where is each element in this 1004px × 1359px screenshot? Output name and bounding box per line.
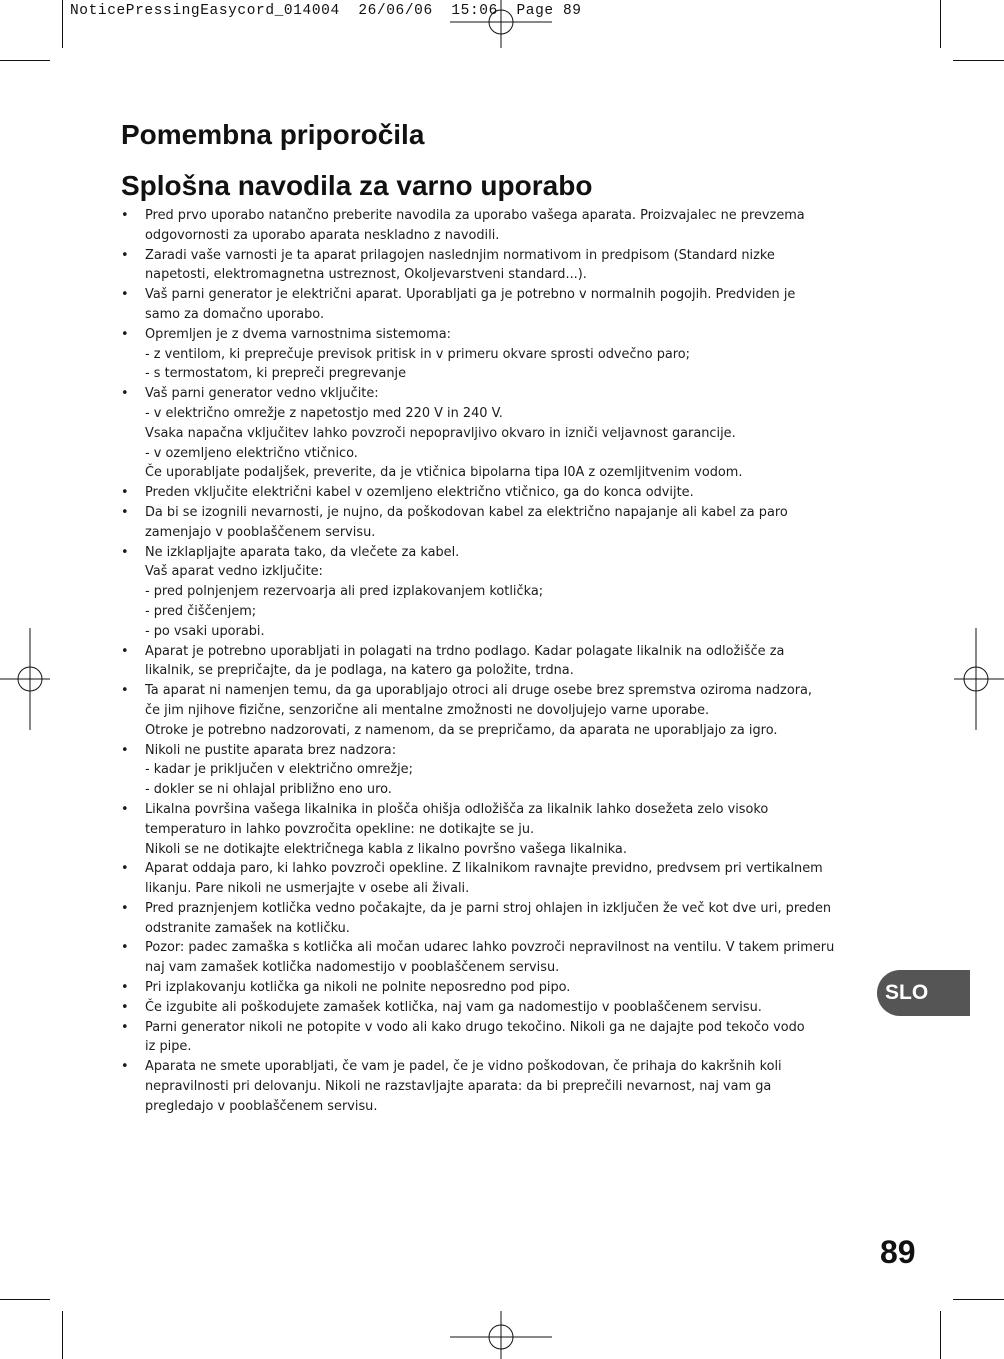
list-item-line: Preden vključite električni kabel v ozemljeno električno vtičnico, ga do konca odvijte. bbox=[145, 485, 694, 501]
list-item-line: zamenjajo v pooblaščenem servisu. bbox=[145, 524, 376, 540]
list-item-line: likanju. Pare nikoli ne usmerjajte v osebe ali živali. bbox=[145, 881, 470, 897]
list-item-line: Vsaka napačna vključitev lahko povzroči nepopravljivo okvaro in izniči veljavnost garancije. bbox=[145, 425, 736, 441]
list-item-line: Pred praznjenjem kotlička vedno počakajte, da je parni stroj ohlajen in izključen že več kot dve uri, preden bbox=[145, 900, 832, 916]
list-item-line: Aparata ne smete uporabljati, če vam je padel, če je vidno poškodovan, če prihaja do kakršnih koli bbox=[145, 1059, 782, 1075]
bullet-icon: • bbox=[121, 683, 129, 699]
bullet-icon: • bbox=[121, 386, 129, 402]
list-item-line: Vaš parni generator je električni aparat. Uporabljati ga je potrebno v normalnih pogojih. Predviden je bbox=[145, 287, 796, 303]
bullet-icon: • bbox=[121, 900, 129, 916]
list-item bbox=[121, 246, 881, 286]
list-item-line: napetosti, elektromagnetna ustreznost, Okoljevarstveni standard...). bbox=[145, 267, 587, 283]
page-title: Pomembna priporočila bbox=[121, 119, 425, 150]
crop-mark-top-right-v bbox=[940, 0, 941, 48]
list-item-line: - s termostatom, ki prepreči pregrevanje bbox=[145, 366, 407, 382]
bullet-icon: • bbox=[121, 801, 129, 817]
list-item-line: Aparat oddaja paro, ki lahko povzroči opekline. Z likalnikom ravnajte previdno, predvsem pri vertikalnem bbox=[145, 861, 823, 877]
list-item-line: odgovornosti za uporabo aparata neskladno z navodili. bbox=[145, 227, 500, 243]
registration-mark-top bbox=[450, 0, 552, 50]
list-item-line: Če izgubite ali poškodujete zamašek kotlička, naj vam ga nadomestijo v pooblaščenem servisu. bbox=[145, 999, 762, 1015]
list-item-line: pregledajo v pooblaščenem servisu. bbox=[145, 1098, 378, 1114]
list-item-line: - v električno omrežje z napetostjo med 220 V in 240 V. bbox=[145, 405, 503, 421]
crop-mark-bottom-left-h bbox=[0, 1299, 50, 1300]
bullet-icon: • bbox=[121, 940, 129, 956]
list-item-line: Če uporabljate podaljšek, preverite, da je vtičnica bipolarna tipa I0A z ozemljitvenim vodom. bbox=[145, 465, 743, 481]
list-item-line: Nikoli ne pustite aparata brez nadzora: bbox=[145, 742, 397, 758]
list-item-line: - z ventilom, ki preprečuje previsok pritisk in v primeru okvare sprosti odvečno paro; bbox=[145, 346, 691, 362]
list-item-line: Otroke je potrebno nadzorovati, z namenom, da se prepričamo, da aparata ne uporabljajo za igro. bbox=[145, 722, 778, 738]
crop-mark-bottom-right-v bbox=[940, 1311, 941, 1359]
bullet-icon: • bbox=[121, 742, 129, 758]
list-item bbox=[121, 859, 881, 899]
list-item-line: nepravilnosti pri delovanju. Nikoli ne razstavljajte aparata: da bi preprečili nevarnost, naj vam ga bbox=[145, 1079, 772, 1095]
list-item bbox=[121, 206, 881, 246]
list-item bbox=[121, 543, 881, 642]
bullet-icon: • bbox=[121, 504, 129, 520]
language-tab: SLO bbox=[877, 970, 970, 1016]
bullet-icon: • bbox=[121, 1059, 129, 1075]
bullet-icon: • bbox=[121, 980, 129, 996]
list-item-line: - dokler se ni ohlajal približno eno uro. bbox=[145, 782, 392, 798]
list-item-line: Ta aparat ni namenjen temu, da ga uporabljajo otroci ali druge osebe brez spremstva oziroma nadzora, bbox=[145, 683, 812, 699]
list-item bbox=[121, 503, 881, 543]
list-item bbox=[121, 642, 881, 682]
list-item bbox=[121, 384, 881, 483]
list-item bbox=[121, 681, 881, 740]
list-item bbox=[121, 285, 881, 325]
list-item bbox=[121, 1018, 881, 1058]
list-item-line: Ne izklapljajte aparata tako, da vlečete za kabel. bbox=[145, 544, 460, 560]
list-item bbox=[121, 483, 881, 503]
list-item-line: Zaradi vaše varnosti je ta aparat prilagojen naslednjim normativom in predpisom (Standard nizke bbox=[145, 247, 775, 263]
list-item-line: Parni generator nikoli ne potopite v vodo ali kako drugo tekočino. Nikoli ga ne dajajte pod tekočo vodo bbox=[145, 1019, 805, 1035]
list-item-line: Vaš aparat vedno izključite: bbox=[145, 564, 323, 580]
bullet-icon: • bbox=[121, 861, 129, 877]
list-item bbox=[121, 899, 881, 939]
bullet-icon: • bbox=[121, 485, 129, 501]
bullet-icon: • bbox=[121, 999, 129, 1015]
list-item-line: Pri izplakovanju kotlička ga nikoli ne polnite neposredno pod pipo. bbox=[145, 980, 571, 996]
list-item bbox=[121, 998, 881, 1018]
list-item-line: - po vsaki uporabi. bbox=[145, 623, 265, 639]
crop-mark-top-left-h bbox=[0, 60, 50, 61]
bullet-icon: • bbox=[121, 544, 129, 560]
list-item bbox=[121, 978, 881, 998]
list-item bbox=[121, 1057, 881, 1116]
list-item-line: - pred polnjenjem rezervoarja ali pred izplakovanjem kotlička; bbox=[145, 584, 544, 600]
registration-mark-right bbox=[954, 628, 1004, 730]
list-item-line: temperaturo in lahko povzročita opekline: ne dotikajte se ju. bbox=[145, 821, 535, 837]
list-item-line: Opremljen je z dvema varnostnima sistemoma: bbox=[145, 326, 451, 342]
bullet-icon: • bbox=[121, 287, 129, 303]
bullet-icon: • bbox=[121, 643, 129, 659]
crop-mark-top-right-h bbox=[953, 60, 1004, 61]
list-item-line: Da bi se izognili nevarnosti, je nujno, da poškodovan kabel za električno napajanje ali kabel za paro bbox=[145, 504, 788, 520]
crop-mark-top-left-v bbox=[62, 0, 63, 48]
safety-instructions-list bbox=[121, 206, 881, 1117]
list-item bbox=[121, 741, 881, 800]
list-item-line: Vaš parni generator vedno vključite: bbox=[145, 386, 379, 402]
list-item-line: Pozor: padec zamaška s kotlička ali močan udarec lahko povzroči nepravilnost na ventilu. V takem primeru bbox=[145, 940, 835, 956]
list-item-line: - kadar je priključen v električno omrežje; bbox=[145, 762, 413, 778]
list-item-line: Nikoli se ne dotikajte električnega kabla z likalno površno vašega likalnika. bbox=[145, 841, 627, 857]
list-item-line: če jim njihove fizične, senzorične ali mentalne zmožnosti ne dovoljujejo varne uporabe. bbox=[145, 702, 710, 718]
list-item bbox=[121, 325, 881, 384]
bullet-icon: • bbox=[121, 208, 129, 223]
bullet-icon: • bbox=[121, 247, 129, 263]
registration-mark-bottom bbox=[450, 1311, 552, 1359]
registration-mark-left bbox=[0, 628, 50, 730]
crop-mark-bottom-left-v bbox=[62, 1311, 63, 1359]
list-item-line: iz pipe. bbox=[145, 1039, 192, 1055]
print-slug: NoticePressingEasycord_014004 26/06/06 15:06 Page 89 bbox=[70, 3, 582, 19]
list-item-line: Aparat je potrebno uporabljati in polagati na trdno podlago. Kadar polagate likalnik na odložišče za bbox=[145, 643, 785, 659]
section-title: Splošna navodila za varno uporabo bbox=[121, 170, 593, 201]
list-item-line: Pred prvo uporabo natančno preberite navodila za uporabo vašega aparata. Proizvajalec ne prevzema bbox=[145, 208, 805, 223]
bullet-icon: • bbox=[121, 1019, 129, 1035]
page-number: 89 bbox=[880, 1234, 916, 1270]
list-item-line: - pred čiščenjem; bbox=[145, 603, 257, 619]
list-item-line: samo za domačno uporabo. bbox=[145, 306, 325, 322]
list-item-line: odstranite zamašek na kotličku. bbox=[145, 920, 350, 936]
bullet-icon: • bbox=[121, 326, 129, 342]
list-item-line: likalnik, se prepričajte, da je podlaga, na katero ga položite, trdna. bbox=[145, 663, 574, 679]
list-item-line: - v ozemljeno električno vtičnico. bbox=[145, 445, 358, 461]
list-item-line: Likalna površina vašega likalnika in plošča ohišja odložišča za likalnik lahko dosežeta zelo visoko bbox=[145, 801, 769, 817]
list-item bbox=[121, 938, 881, 978]
list-item bbox=[121, 800, 881, 859]
crop-mark-bottom-right-h bbox=[953, 1299, 1004, 1300]
list-item-line: naj vam zamašek kotlička nadomestijo v pooblaščenem servisu. bbox=[145, 960, 560, 976]
